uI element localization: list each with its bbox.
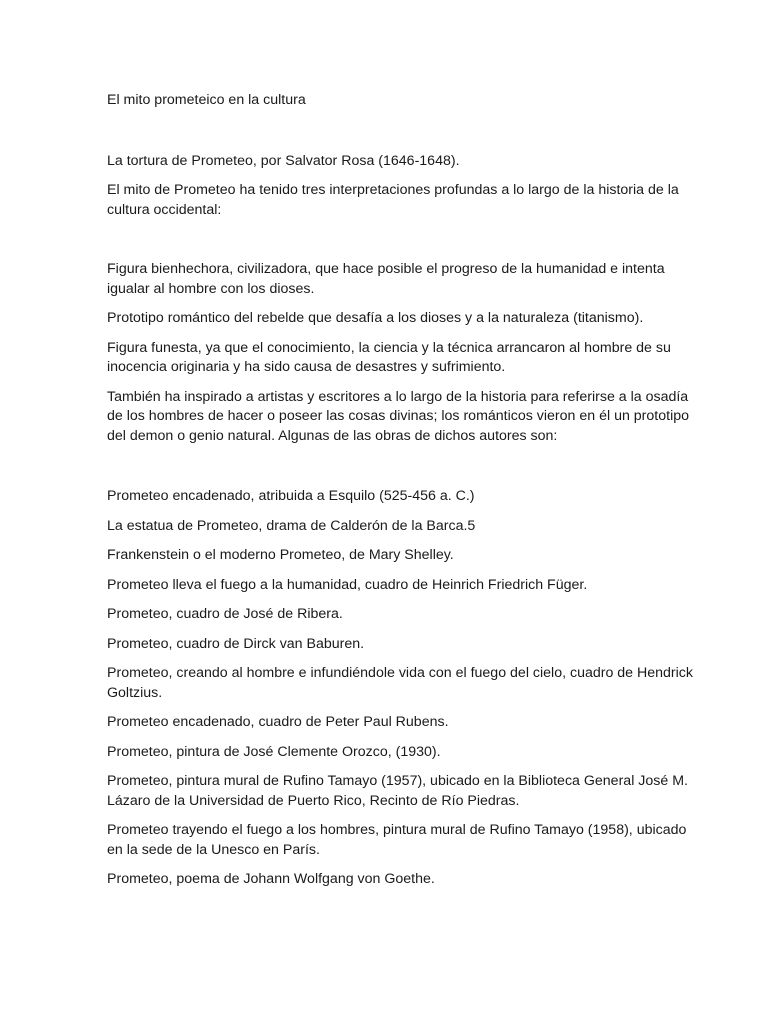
work-item: Prometeo, creando al hombre e infundiéndole vida con el fuego del cielo, cuadro de Hendrick Goltzius.: [107, 665, 693, 701]
work-item: Prometeo lleva el fuego a la humanidad, cuadro de Heinrich Friedrich Füger.: [107, 576, 588, 593]
work-item: Prometeo, cuadro de José de Ribera.: [107, 606, 343, 622]
interpretation-item: Figura bienhechora, civilizadora, que hace posible el progreso de la humanidad e intenta igualar al hombre con los dioses.: [107, 261, 665, 297]
intro-paragraph: El mito de Prometeo ha tenido tres interpretaciones profundas a lo largo de la historia de la cultura occidental:: [107, 182, 679, 218]
artists-paragraph: También ha inspirado a artistas y escritores a lo largo de la historia para referirse a la osadía de los hombres de hacer o poseer las cosas divinas; los románticos vieron en él un prototipo del demon o genio natural. Algunas de las obras de dichos autores son:: [107, 388, 690, 444]
work-item: Prometeo, pintura de José Clemente Orozco, (1930).: [107, 743, 441, 760]
work-item: Frankenstein o el moderno Prometeo, de Mary Shelley.: [107, 547, 454, 563]
work-item: Prometeo, pintura mural de Rufino Tamayo (1957), ubicado en la Biblioteca General José M. Lázaro de la Universidad de Puerto Rico, Recinto de Río Piedras.: [107, 773, 688, 809]
interpretation-item: Prototipo romántico del rebelde que desafía a los dioses y a la naturaleza (titanismo).: [107, 310, 644, 326]
document-body: [107, 91, 697, 900]
interpretation-item: Figura funesta, ya que el conocimiento, la ciencia y la técnica arrancaron al hombre de su inocencia originaria y ha sido causa de desastres y sufrimiento.: [107, 339, 671, 375]
work-item: Prometeo trayendo el fuego a los hombres, pintura mural de Rufino Tamayo (1958), ubicado en la sede de la Unesco en París.: [107, 822, 687, 858]
document-title: El mito prometeico en la cultura: [107, 92, 306, 108]
work-item: Prometeo, cuadro de Dirck van Baburen.: [107, 635, 365, 652]
image-caption: La tortura de Prometeo, por Salvator Rosa (1646-1648).: [107, 152, 460, 169]
work-item: Prometeo, poema de Johann Wolfgang von Goethe.: [107, 871, 435, 887]
work-item: La estatua de Prometeo, drama de Calderón de la Barca.5: [107, 517, 476, 534]
work-item: Prometeo encadenado, cuadro de Peter Paul Rubens.: [107, 714, 449, 730]
work-item: Prometeo encadenado, atribuida a Esquilo (525-456 a. C.): [107, 488, 475, 504]
